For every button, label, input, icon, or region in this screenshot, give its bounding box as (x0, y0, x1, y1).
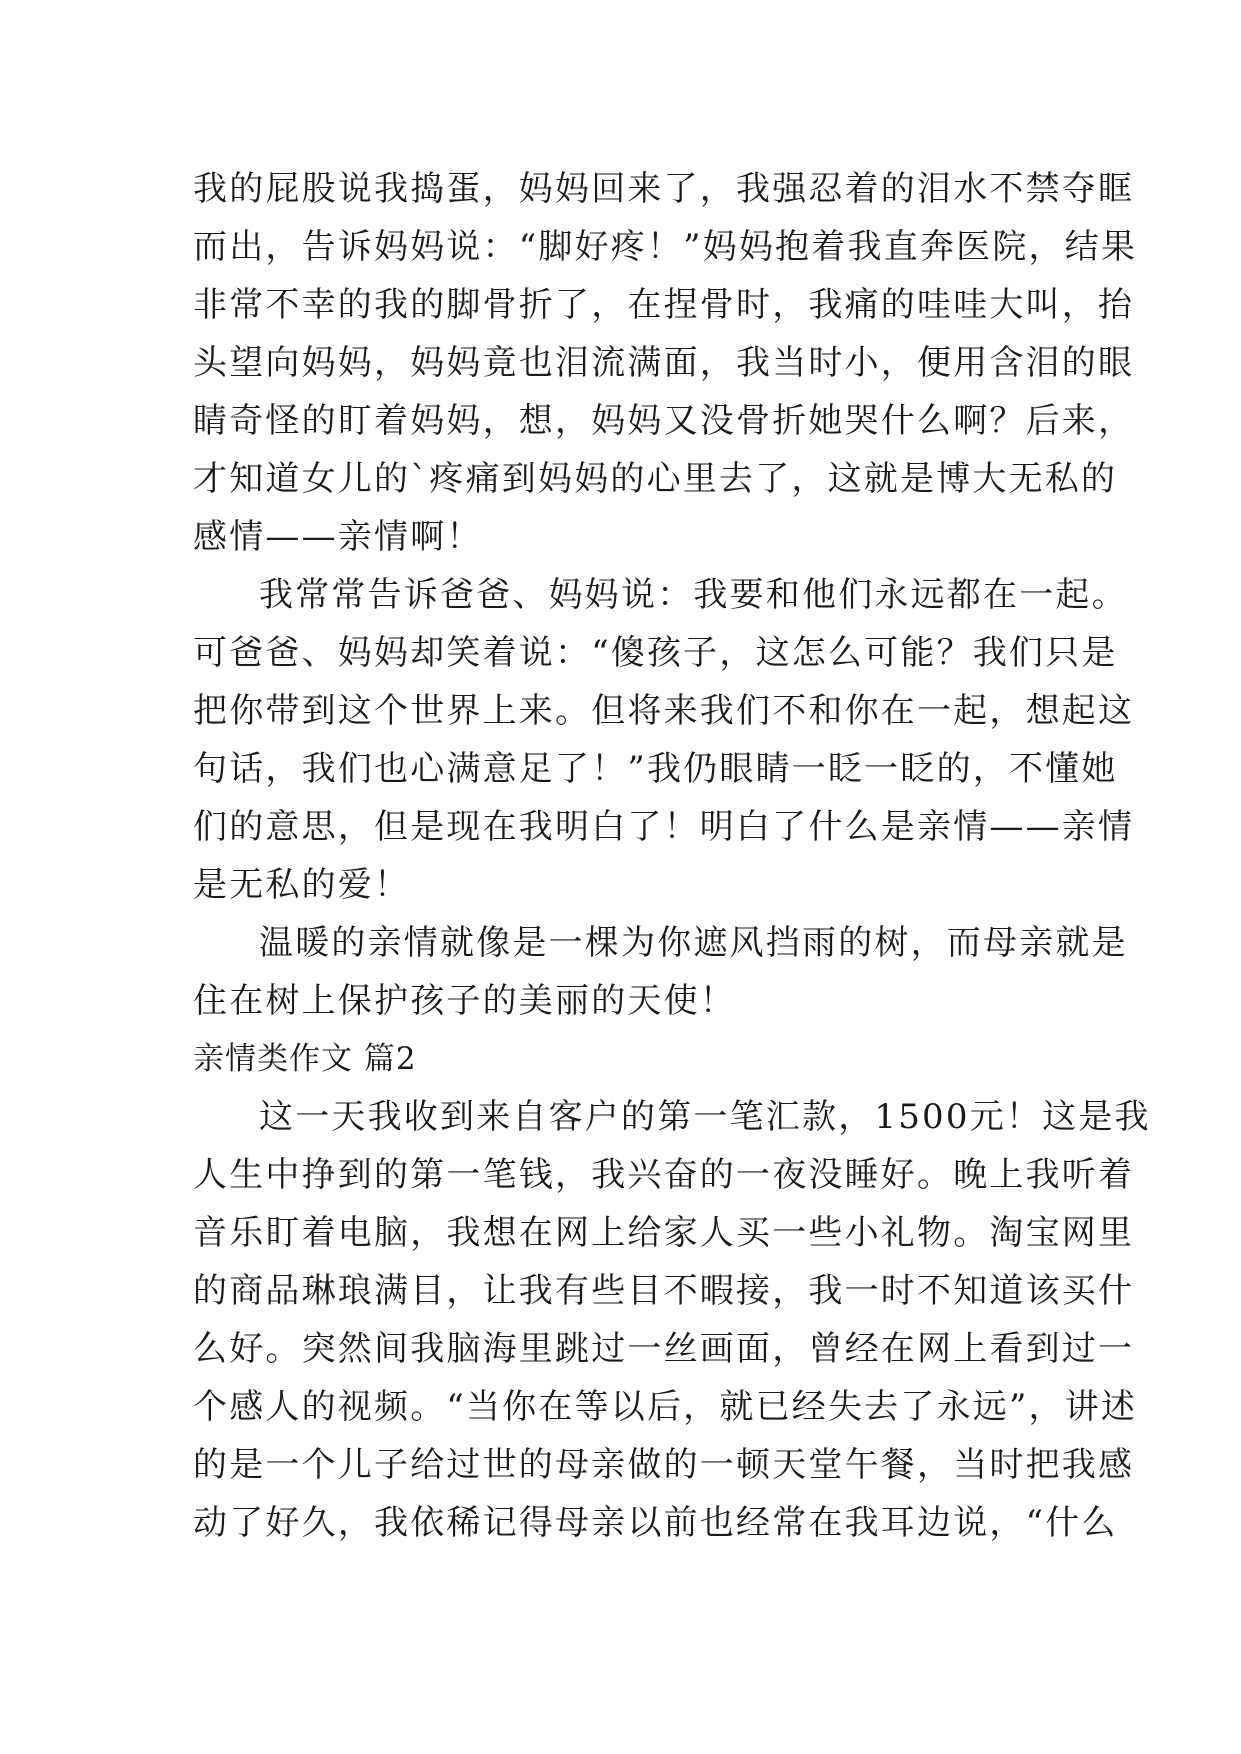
text-line: 个感人的视频。“当你在等以后，就已经失去了永远”，讲述 (193, 1387, 1138, 1427)
text-line: 睛奇怪的盯着妈妈，想，妈妈又没骨折她哭什么啊？后来， (193, 401, 1135, 441)
text-line: 非常不幸的我的脚骨折了，在捏骨时，我痛的哇哇大叫，抬 (193, 285, 1135, 325)
text-line: 把你带到这个世界上来。但将来我们不和你在一起，想起这 (193, 691, 1135, 731)
text-line: 住在树上保护孩子的美丽的天使！ (193, 981, 736, 1021)
text-line: 我常常告诉爸爸、妈妈说：我要和他们永远都在一起。 (259, 575, 1128, 615)
text-line: 温暖的亲情就像是一棵为你遮风挡雨的树，而母亲就是 (259, 923, 1128, 963)
text-line: 我的屁股说我捣蛋，妈妈回来了，我强忍着的泪水不禁夺眶 (193, 169, 1135, 209)
text-line: 人生中挣到的第一笔钱，我兴奋的一夜没睡好。晚上我听着 (193, 1155, 1135, 1195)
text-line: 句话，我们也心满意足了！”我仍眼睛一眨一眨的，不懂她 (193, 749, 1118, 789)
text-line: 的商品琳琅满目，让我有些目不暇接，我一时不知道该买什 (193, 1271, 1135, 1311)
text-line: 的是一个儿子给过世的母亲做的一顿天堂午餐，当时把我感 (193, 1445, 1135, 1485)
document-body (193, 160, 1151, 1552)
text-line: 们的意思，但是现在我明白了！明白了什么是亲情——亲情 (193, 807, 1135, 847)
text-line: 是无私的爱！ (193, 865, 411, 905)
text-line: 才知道女儿的`疼痛到妈妈的心里去了，这就是博大无私的 (193, 459, 1118, 499)
text-line: 感情——亲情啊！ (193, 517, 483, 557)
text-line: 可爸爸、妈妈却笑着说：“傻孩子，这怎么可能？我们只是 (193, 633, 1118, 673)
text-line: 头望向妈妈，妈妈竟也泪流满面，我当时小，便用含泪的眼 (193, 343, 1135, 383)
text-line: 这一天我收到来自客户的第一笔汇款，1500元！这是我 (259, 1097, 1151, 1137)
section-heading: 亲情类作文 篇2 (193, 1041, 417, 1077)
text-line: 而出，告诉妈妈说：“脚好疼！”妈妈抱着我直奔医院，结果 (193, 227, 1138, 267)
text-line: 音乐盯着电脑，我想在网上给家人买一些小礼物。淘宝网里 (193, 1213, 1135, 1253)
text-line: 么好。突然间我脑海里跳过一丝画面，曾经在网上看到过一 (193, 1329, 1135, 1369)
text-line: 动了好久，我依稀记得母亲以前也经常在我耳边说，“什么 (193, 1503, 1118, 1543)
